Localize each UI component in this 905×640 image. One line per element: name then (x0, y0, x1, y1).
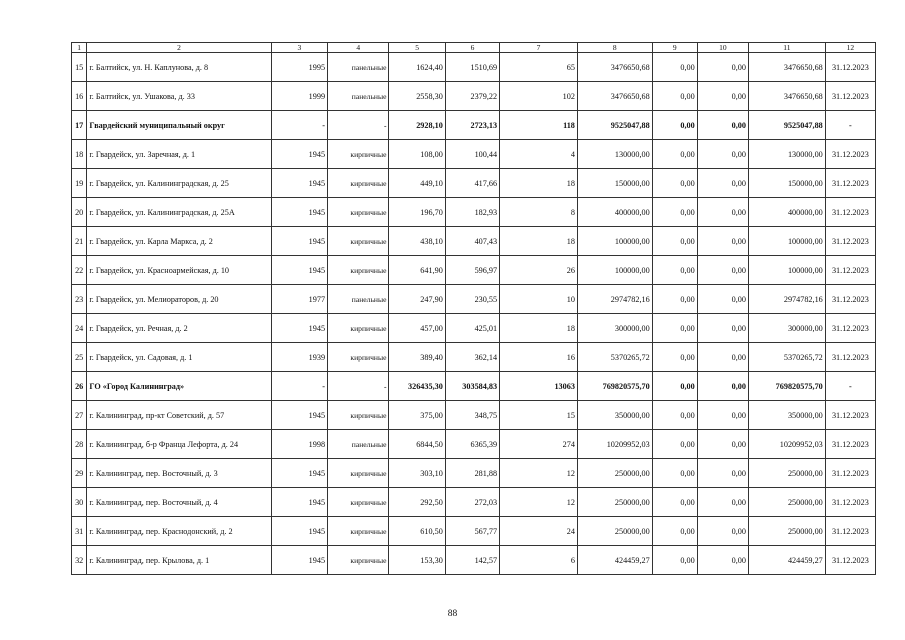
row-number-cell: 26 (72, 372, 87, 401)
address-cell: г. Гвардейск, ул. Садовая, д. 1 (87, 343, 271, 372)
cost-total-cell: 400000,00 (577, 198, 652, 227)
deadline-cell: 31.12.2023 (825, 488, 875, 517)
fund-cell-10: 0,00 (697, 111, 748, 140)
deadline-cell: 31.12.2023 (825, 140, 875, 169)
row-number-cell: 24 (72, 314, 87, 343)
area-living-cell: 417,66 (445, 169, 499, 198)
row-number-cell: 20 (72, 198, 87, 227)
year-cell: 1945 (271, 488, 327, 517)
area-total-cell: 292,50 (389, 488, 445, 517)
residents-cell: 16 (500, 343, 578, 372)
owners-funds-cell: 3476650,68 (748, 82, 825, 111)
column-number: 4 (328, 43, 389, 53)
fund-cell-9: 0,00 (652, 82, 697, 111)
fund-cell-9: 0,00 (652, 401, 697, 430)
fund-cell-9: 0,00 (652, 430, 697, 459)
residents-cell: 12 (500, 459, 578, 488)
row-number-cell: 30 (72, 488, 87, 517)
residents-cell: 15 (500, 401, 578, 430)
table-row (72, 517, 876, 546)
fund-cell-9: 0,00 (652, 488, 697, 517)
address-cell: г. Калининград, пер. Краснодонский, д. 2 (87, 517, 271, 546)
column-number: 10 (697, 43, 748, 53)
table-row (72, 314, 876, 343)
address-cell: г. Гвардейск, ул. Заречная, д. 1 (87, 140, 271, 169)
cost-total-cell: 250000,00 (577, 517, 652, 546)
fund-cell-10: 0,00 (697, 169, 748, 198)
cost-total-cell: 100000,00 (577, 227, 652, 256)
table-row (72, 546, 876, 575)
fund-cell-10: 0,00 (697, 140, 748, 169)
area-total-cell: 375,00 (389, 401, 445, 430)
owners-funds-cell: 130000,00 (748, 140, 825, 169)
fund-cell-9: 0,00 (652, 140, 697, 169)
area-total-cell: 389,40 (389, 343, 445, 372)
wall-type-cell: - (328, 111, 389, 140)
residents-cell: 18 (500, 169, 578, 198)
fund-cell-9: 0,00 (652, 169, 697, 198)
deadline-cell: 31.12.2023 (825, 227, 875, 256)
residents-cell: 18 (500, 227, 578, 256)
address-cell: г. Балтийск, ул. Н. Каплунова, д. 8 (87, 53, 271, 82)
column-number: 3 (271, 43, 327, 53)
table-row (72, 82, 876, 111)
wall-type-cell: кирпичные (328, 401, 389, 430)
area-total-cell: 1624,40 (389, 53, 445, 82)
fund-cell-9: 0,00 (652, 227, 697, 256)
year-cell: 1999 (271, 82, 327, 111)
area-living-cell: 2723,13 (445, 111, 499, 140)
cost-total-cell: 3476650,68 (577, 82, 652, 111)
page-number: 88 (447, 609, 458, 619)
fund-cell-9: 0,00 (652, 459, 697, 488)
residents-cell: 65 (500, 53, 578, 82)
cost-total-cell: 9525047,88 (577, 111, 652, 140)
fund-cell-10: 0,00 (697, 285, 748, 314)
cost-total-cell: 100000,00 (577, 256, 652, 285)
deadline-cell: 31.12.2023 (825, 256, 875, 285)
table-subtotal-row (72, 111, 876, 140)
address-cell: г. Калининград, пер. Восточный, д. 4 (87, 488, 271, 517)
fund-cell-10: 0,00 (697, 459, 748, 488)
fund-cell-9: 0,00 (652, 256, 697, 285)
area-living-cell: 1510,69 (445, 53, 499, 82)
table-row (72, 140, 876, 169)
year-cell: 1977 (271, 285, 327, 314)
area-total-cell: 6844,50 (389, 430, 445, 459)
area-total-cell: 247,90 (389, 285, 445, 314)
table-row (72, 198, 876, 227)
residents-cell: 4 (500, 140, 578, 169)
wall-type-cell: кирпичные (328, 314, 389, 343)
area-total-cell: 2928,10 (389, 111, 445, 140)
fund-cell-10: 0,00 (697, 517, 748, 546)
fund-cell-10: 0,00 (697, 488, 748, 517)
address-cell: г. Калининград, пр-кт Советский, д. 57 (87, 401, 271, 430)
cost-total-cell: 350000,00 (577, 401, 652, 430)
fund-cell-9: 0,00 (652, 53, 697, 82)
row-number-cell: 17 (72, 111, 87, 140)
area-living-cell: 596,97 (445, 256, 499, 285)
year-cell: 1945 (271, 198, 327, 227)
residents-cell: 18 (500, 314, 578, 343)
residents-cell: 274 (500, 430, 578, 459)
area-living-cell: 272,03 (445, 488, 499, 517)
fund-cell-10: 0,00 (697, 401, 748, 430)
wall-type-cell: кирпичные (328, 488, 389, 517)
year-cell: 1945 (271, 546, 327, 575)
wall-type-cell: панельные (328, 285, 389, 314)
deadline-cell: 31.12.2023 (825, 314, 875, 343)
residents-cell: 26 (500, 256, 578, 285)
fund-cell-10: 0,00 (697, 546, 748, 575)
year-cell: 1945 (271, 517, 327, 546)
year-cell: 1945 (271, 140, 327, 169)
owners-funds-cell: 769820575,70 (748, 372, 825, 401)
cost-total-cell: 250000,00 (577, 488, 652, 517)
year-cell: 1939 (271, 343, 327, 372)
address-cell: г. Гвардейск, ул. Мелиораторов, д. 20 (87, 285, 271, 314)
cost-total-cell: 300000,00 (577, 314, 652, 343)
address-cell: г. Балтийск, ул. Ушакова, д. 33 (87, 82, 271, 111)
column-number: 8 (577, 43, 652, 53)
cost-total-cell: 130000,00 (577, 140, 652, 169)
area-living-cell: 567,77 (445, 517, 499, 546)
area-total-cell: 153,30 (389, 546, 445, 575)
deadline-cell: - (825, 372, 875, 401)
area-total-cell: 438,10 (389, 227, 445, 256)
fund-cell-9: 0,00 (652, 111, 697, 140)
cost-total-cell: 10209952,03 (577, 430, 652, 459)
fund-cell-10: 0,00 (697, 227, 748, 256)
owners-funds-cell: 9525047,88 (748, 111, 825, 140)
wall-type-cell: кирпичные (328, 140, 389, 169)
area-total-cell: 196,70 (389, 198, 445, 227)
owners-funds-cell: 2974782,16 (748, 285, 825, 314)
year-cell: 1945 (271, 227, 327, 256)
area-living-cell: 425,01 (445, 314, 499, 343)
row-number-cell: 15 (72, 53, 87, 82)
area-total-cell: 641,90 (389, 256, 445, 285)
year-cell: 1945 (271, 401, 327, 430)
year-cell: 1995 (271, 53, 327, 82)
deadline-cell: 31.12.2023 (825, 546, 875, 575)
row-number-cell: 16 (72, 82, 87, 111)
fund-cell-9: 0,00 (652, 343, 697, 372)
row-number-cell: 18 (72, 140, 87, 169)
address-cell: г. Калининград, пер. Крылова, д. 1 (87, 546, 271, 575)
residents-cell: 6 (500, 546, 578, 575)
deadline-cell: 31.12.2023 (825, 401, 875, 430)
area-living-cell: 281,88 (445, 459, 499, 488)
area-living-cell: 2379,22 (445, 82, 499, 111)
row-number-cell: 23 (72, 285, 87, 314)
area-living-cell: 182,93 (445, 198, 499, 227)
address-cell: г. Калининград, б-р Франца Лефорта, д. 24 (87, 430, 271, 459)
address-cell: г. Гвардейск, ул. Красноармейская, д. 10 (87, 256, 271, 285)
area-living-cell: 348,75 (445, 401, 499, 430)
wall-type-cell: кирпичные (328, 459, 389, 488)
wall-type-cell: кирпичные (328, 256, 389, 285)
row-number-cell: 29 (72, 459, 87, 488)
area-total-cell: 303,10 (389, 459, 445, 488)
deadline-cell: 31.12.2023 (825, 343, 875, 372)
area-total-cell: 326435,30 (389, 372, 445, 401)
area-living-cell: 230,55 (445, 285, 499, 314)
owners-funds-cell: 100000,00 (748, 256, 825, 285)
table-header-row (72, 43, 876, 53)
owners-funds-cell: 250000,00 (748, 488, 825, 517)
area-living-cell: 100,44 (445, 140, 499, 169)
year-cell: 1945 (271, 169, 327, 198)
area-living-cell: 303584,83 (445, 372, 499, 401)
year-cell: 1945 (271, 459, 327, 488)
deadline-cell: 31.12.2023 (825, 82, 875, 111)
deadline-cell: - (825, 111, 875, 140)
owners-funds-cell: 5370265,72 (748, 343, 825, 372)
data-table (71, 42, 876, 575)
owners-funds-cell: 424459,27 (748, 546, 825, 575)
owners-funds-cell: 250000,00 (748, 517, 825, 546)
residents-cell: 118 (500, 111, 578, 140)
table-row (72, 488, 876, 517)
area-living-cell: 362,14 (445, 343, 499, 372)
fund-cell-10: 0,00 (697, 314, 748, 343)
area-total-cell: 457,00 (389, 314, 445, 343)
fund-cell-9: 0,00 (652, 546, 697, 575)
year-cell: 1945 (271, 314, 327, 343)
cost-total-cell: 2974782,16 (577, 285, 652, 314)
row-number-cell: 22 (72, 256, 87, 285)
residents-cell: 13063 (500, 372, 578, 401)
cost-total-cell: 424459,27 (577, 546, 652, 575)
cost-total-cell: 769820575,70 (577, 372, 652, 401)
row-number-cell: 21 (72, 227, 87, 256)
residents-cell: 102 (500, 82, 578, 111)
fund-cell-9: 0,00 (652, 517, 697, 546)
wall-type-cell: кирпичные (328, 198, 389, 227)
fund-cell-10: 0,00 (697, 198, 748, 227)
area-living-cell: 142,57 (445, 546, 499, 575)
address-cell: г. Калининград, пер. Восточный, д. 3 (87, 459, 271, 488)
area-total-cell: 449,10 (389, 169, 445, 198)
deadline-cell: 31.12.2023 (825, 517, 875, 546)
table-row (72, 169, 876, 198)
table-subtotal-row (72, 372, 876, 401)
table-row (72, 430, 876, 459)
table-row (72, 401, 876, 430)
wall-type-cell: панельные (328, 82, 389, 111)
deadline-cell: 31.12.2023 (825, 459, 875, 488)
wall-type-cell: панельные (328, 430, 389, 459)
wall-type-cell: кирпичные (328, 227, 389, 256)
address-cell: г. Гвардейск, ул. Калининградская, д. 25 (87, 169, 271, 198)
deadline-cell: 31.12.2023 (825, 430, 875, 459)
owners-funds-cell: 100000,00 (748, 227, 825, 256)
owners-funds-cell: 10209952,03 (748, 430, 825, 459)
table-row (72, 227, 876, 256)
address-cell: ГО «Город Калининград» (87, 372, 271, 401)
table-row (72, 285, 876, 314)
address-cell: г. Гвардейск, ул. Речная, д. 2 (87, 314, 271, 343)
table-row (72, 256, 876, 285)
row-number-cell: 28 (72, 430, 87, 459)
row-number-cell: 27 (72, 401, 87, 430)
fund-cell-10: 0,00 (697, 53, 748, 82)
year-cell: 1998 (271, 430, 327, 459)
area-living-cell: 6365,39 (445, 430, 499, 459)
fund-cell-10: 0,00 (697, 82, 748, 111)
row-number-cell: 25 (72, 343, 87, 372)
wall-type-cell: - (328, 372, 389, 401)
residents-cell: 24 (500, 517, 578, 546)
row-number-cell: 31 (72, 517, 87, 546)
column-number: 7 (500, 43, 578, 53)
cost-total-cell: 3476650,68 (577, 53, 652, 82)
owners-funds-cell: 400000,00 (748, 198, 825, 227)
fund-cell-10: 0,00 (697, 372, 748, 401)
fund-cell-9: 0,00 (652, 372, 697, 401)
table-row (72, 343, 876, 372)
cost-total-cell: 5370265,72 (577, 343, 652, 372)
fund-cell-10: 0,00 (697, 343, 748, 372)
column-number: 11 (748, 43, 825, 53)
deadline-cell: 31.12.2023 (825, 169, 875, 198)
area-living-cell: 407,43 (445, 227, 499, 256)
residents-cell: 12 (500, 488, 578, 517)
row-number-cell: 32 (72, 546, 87, 575)
owners-funds-cell: 3476650,68 (748, 53, 825, 82)
fund-cell-10: 0,00 (697, 430, 748, 459)
table-row (72, 459, 876, 488)
wall-type-cell: кирпичные (328, 169, 389, 198)
fund-cell-9: 0,00 (652, 314, 697, 343)
fund-cell-10: 0,00 (697, 256, 748, 285)
column-number: 9 (652, 43, 697, 53)
cost-total-cell: 250000,00 (577, 459, 652, 488)
fund-cell-9: 0,00 (652, 198, 697, 227)
owners-funds-cell: 150000,00 (748, 169, 825, 198)
owners-funds-cell: 250000,00 (748, 459, 825, 488)
residents-cell: 8 (500, 198, 578, 227)
wall-type-cell: панельные (328, 53, 389, 82)
table-row (72, 53, 876, 82)
fund-cell-9: 0,00 (652, 285, 697, 314)
wall-type-cell: кирпичные (328, 517, 389, 546)
column-number: 12 (825, 43, 875, 53)
wall-type-cell: кирпичные (328, 343, 389, 372)
column-number: 1 (72, 43, 87, 53)
address-cell: Гвардейский муниципальный округ (87, 111, 271, 140)
cost-total-cell: 150000,00 (577, 169, 652, 198)
wall-type-cell: кирпичные (328, 546, 389, 575)
year-cell: - (271, 111, 327, 140)
year-cell: - (271, 372, 327, 401)
residents-cell: 10 (500, 285, 578, 314)
area-total-cell: 610,50 (389, 517, 445, 546)
address-cell: г. Гвардейск, ул. Калининградская, д. 25А (87, 198, 271, 227)
column-number: 5 (389, 43, 445, 53)
address-cell: г. Гвардейск, ул. Карла Маркса, д. 2 (87, 227, 271, 256)
area-total-cell: 108,00 (389, 140, 445, 169)
owners-funds-cell: 300000,00 (748, 314, 825, 343)
column-number: 6 (445, 43, 499, 53)
owners-funds-cell: 350000,00 (748, 401, 825, 430)
row-number-cell: 19 (72, 169, 87, 198)
deadline-cell: 31.12.2023 (825, 285, 875, 314)
year-cell: 1945 (271, 256, 327, 285)
column-number: 2 (87, 43, 271, 53)
area-total-cell: 2558,30 (389, 82, 445, 111)
deadline-cell: 31.12.2023 (825, 198, 875, 227)
deadline-cell: 31.12.2023 (825, 53, 875, 82)
